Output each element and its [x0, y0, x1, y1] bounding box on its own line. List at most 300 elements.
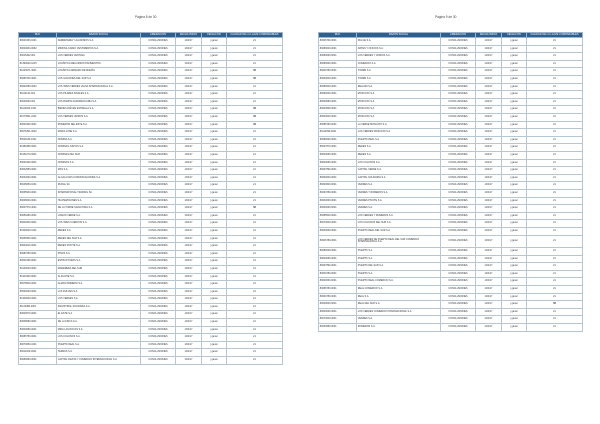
table-cell: 81102090-0001	[319, 129, 357, 137]
table-cell: j ganar	[202, 349, 227, 357]
table-row	[19, 83, 283, 91]
table-cell: 80080060-0001	[319, 248, 357, 256]
table-cell: 1/04/17	[476, 212, 502, 220]
table-cell: LOS COLONOS DEL SUR S.A.	[357, 220, 441, 228]
table-cell: 1/04/17	[476, 270, 502, 278]
table-cell: 1/04/17	[176, 288, 202, 296]
table-row	[19, 357, 283, 365]
table-row	[319, 106, 583, 114]
table-cell: REDES S.A.	[57, 227, 141, 235]
table-cell: CONCLUSIONES	[141, 76, 176, 84]
table-cell: 21	[527, 235, 583, 248]
table-cell: PUERTO REAL COMERCIO S.A.	[357, 278, 441, 286]
table-cell: j ganar	[502, 212, 527, 220]
table-row	[319, 197, 583, 205]
table-cell: 21	[227, 235, 283, 243]
table-cell: 21	[227, 91, 283, 99]
table-row	[19, 182, 283, 190]
table-cell: j ganar	[502, 270, 527, 278]
page-number-label: Página 8 de 30	[135, 15, 157, 19]
table-cell: CONCLUSIONES	[141, 83, 176, 91]
table-cell: NB	[227, 68, 283, 76]
table-cell: CONCLUSIONES	[141, 227, 176, 235]
table-row	[319, 212, 583, 220]
table-cell: j ganar	[202, 197, 227, 205]
table-cell: 21	[527, 98, 583, 106]
table-cell: j ganar	[502, 144, 527, 152]
table-cell: 80000060-0001	[319, 227, 357, 235]
table-cell: 1/04/17	[176, 205, 202, 213]
table-cell: CONCLUSIONES	[141, 319, 176, 327]
table-cell: 21	[527, 248, 583, 256]
table-cell: CONCLUSIONES	[141, 38, 176, 46]
table-cell: 21	[527, 106, 583, 114]
table-cell: CAPITAL FIESTA Y COMERCIO INTERNACIONAL S.A.	[57, 357, 141, 365]
table-cell: CONCLUSIONES	[441, 278, 476, 286]
table-cell: j ganar	[502, 68, 527, 76]
table-cell: CONCLUSIONES	[141, 68, 176, 76]
table-cell: j ganar	[502, 174, 527, 182]
table-cell: 1/04/17	[176, 68, 202, 76]
table-cell: 80056280-0001	[19, 212, 57, 220]
table-row	[319, 144, 583, 152]
table-cell: CONCLUSIONES	[441, 235, 476, 248]
table-cell: LOS VERDES UNIDOS S.A.	[57, 114, 141, 122]
table-cell: 80007890-0001	[319, 167, 357, 175]
table-cell: NB	[227, 106, 283, 114]
table-cell: 1/04/17	[476, 152, 502, 160]
table-row	[19, 91, 283, 99]
table-cell: REDES PIVOTE S.A.	[57, 243, 141, 251]
table-cell: j ganar	[202, 129, 227, 137]
table-cell: CONCLUSIONES	[441, 293, 476, 301]
table-cell: 21	[527, 197, 583, 205]
table-cell: 1/04/17	[176, 174, 202, 182]
table-cell: j ganar	[202, 334, 227, 342]
table-cell: 21	[227, 334, 283, 342]
table-cell: j ganar	[202, 227, 227, 235]
table-cell: LICEOS VERDE S.A.	[57, 212, 141, 220]
table-cell: 21	[527, 60, 583, 68]
table-row	[319, 53, 583, 61]
table-cell: 80000780-0001	[319, 68, 357, 76]
table-cell: CAPITAL VERDE S.A.	[357, 167, 441, 175]
table-cell: CONCLUSIONES	[141, 326, 176, 334]
table-cell: 1/04/17	[476, 323, 502, 331]
table-cell: 80080060-0001	[319, 60, 357, 68]
table-row	[19, 45, 283, 53]
table-cell: ROMEROS S.A.	[357, 323, 441, 331]
table-cell: CONCLUSIONES	[441, 263, 476, 271]
table-cell: DULCE S.A.	[357, 38, 441, 46]
table-cell: 80034000-0001	[19, 174, 57, 182]
table-cell: CONCLUSIONES	[441, 136, 476, 144]
table-cell: 1/04/17	[476, 83, 502, 91]
table-row	[19, 265, 283, 273]
table-cell: NB	[527, 301, 583, 309]
table-cell: PUERTO S.A.	[357, 270, 441, 278]
table-cell: 81390000-1015	[19, 60, 57, 68]
table-cell: CONCLUSIONES	[141, 303, 176, 311]
table-row	[319, 68, 583, 76]
table-cell: 80086500-0001	[319, 212, 357, 220]
table-cell: 1/04/17	[176, 250, 202, 258]
table-body	[319, 38, 583, 331]
table-cell: CONCLUSIONES	[441, 45, 476, 53]
table-cell: 21	[527, 293, 583, 301]
column-header: RAZON SOCIAL	[57, 33, 141, 38]
table-cell: j ganar	[502, 129, 527, 137]
table-cell: 80080700-3001	[19, 76, 57, 84]
table-cell: 1/04/17	[476, 45, 502, 53]
table-cell: CONCLUSIONES	[441, 189, 476, 197]
table-cell: 21	[227, 341, 283, 349]
table-cell: 1/04/17	[176, 182, 202, 190]
table-cell: CONCLUSIONES	[441, 323, 476, 331]
table-cell: COMERCIO S.A.	[357, 60, 441, 68]
table-cell: 1/04/17	[476, 286, 502, 294]
table-cell: 1/04/17	[176, 159, 202, 167]
table-cell: 80080060-0001	[319, 136, 357, 144]
table-cell: LAS DULCES S.A.	[57, 288, 141, 296]
table-cell: 21	[227, 296, 283, 304]
table-cell: 21	[527, 167, 583, 175]
table-cell: CONCLUSIONES	[141, 189, 176, 197]
table-cell: j ganar	[202, 205, 227, 213]
table-cell: 80104300-0001	[19, 273, 57, 281]
table-cell: 1/04/17	[476, 144, 502, 152]
table-cell: 21	[227, 227, 283, 235]
table-cell: 1/04/17	[176, 45, 202, 53]
table-cell: CONCLUSIONES	[141, 258, 176, 266]
table-cell: 1/04/17	[176, 60, 202, 68]
table-row	[19, 159, 283, 167]
table-cell: 80070000-0001	[319, 220, 357, 228]
table-cell: j ganar	[502, 286, 527, 294]
table-cell: LOS RAMOS AGROPECUARIA S.A.	[57, 98, 141, 106]
table-cell: NB	[227, 114, 283, 122]
table-cell: CONCLUSIONES	[141, 144, 176, 152]
table-cell: 80000000-0001	[319, 174, 357, 182]
table-cell: 1/04/17	[476, 38, 502, 46]
table-cell: j ganar	[202, 326, 227, 334]
table-cell: 80000080-0001	[319, 255, 357, 263]
table-row	[19, 303, 283, 311]
table-cell: REDES S.A.	[357, 144, 441, 152]
table-cell: j ganar	[502, 235, 527, 248]
table-row	[19, 174, 283, 182]
table-cell: 80000060-0001	[319, 197, 357, 205]
table-cell: j ganar	[202, 68, 227, 76]
table-cell: NB	[227, 76, 283, 84]
table-cell: j ganar	[202, 288, 227, 296]
table-cell: CONCLUSIONES	[141, 152, 176, 160]
table-cell: 1/04/17	[176, 235, 202, 243]
table-row	[19, 38, 283, 46]
table-cell: 21	[227, 311, 283, 319]
table-cell: NOMINAS JUNTAS S.A.	[57, 144, 141, 152]
table-cell: 21	[227, 174, 283, 182]
table-cell: 80007570-3001	[19, 205, 57, 213]
table-cell: j ganar	[202, 258, 227, 266]
table-cell: j ganar	[502, 205, 527, 213]
table-cell: CONCLUSIONES	[441, 159, 476, 167]
table-cell: 80000070-0001	[19, 311, 57, 319]
table-cell: j ganar	[502, 38, 527, 46]
table-cell: CONCLUSIONES	[441, 286, 476, 294]
table-cell: j ganar	[202, 159, 227, 167]
table-cell: 21	[527, 174, 583, 182]
table-cell: CONCLUSIONES	[441, 212, 476, 220]
table-cell: CONCLUSIONES	[141, 114, 176, 122]
table-cell: 80002000-0001	[19, 220, 57, 228]
table-cell: 21	[527, 263, 583, 271]
table-cell: CONCLUSIONES	[441, 220, 476, 228]
table-row	[19, 243, 283, 251]
table-cell: 1/04/17	[176, 273, 202, 281]
table-cell: 80000060-0001	[319, 308, 357, 316]
table-cell: 21	[227, 60, 283, 68]
table-row	[319, 152, 583, 160]
table-cell: 21	[227, 243, 283, 251]
table-cell: RURAL SA	[57, 182, 141, 190]
table-cell: j ganar	[502, 91, 527, 99]
table-cell: j ganar	[202, 220, 227, 228]
table-cell: 81102131-001	[19, 91, 57, 99]
table-cell: CONCLUSIONES	[141, 174, 176, 182]
table-cell: 80000600-0001	[319, 182, 357, 190]
table-cell: CONCLUSIONES	[441, 144, 476, 152]
table-cell: 21	[527, 205, 583, 213]
table-cell: 21	[527, 45, 583, 53]
table-cell: ALCALA MAS COMUNICACIONES S.A.	[57, 174, 141, 182]
table-cell: CONCLUSIONES	[141, 250, 176, 258]
table-cell: j ganar	[202, 45, 227, 53]
table-cell: TERRAS S.A.	[57, 349, 141, 357]
table-cell: 21	[527, 114, 583, 122]
table-cell: LOS VERDES VENTASA	[57, 53, 141, 61]
table-cell: j ganar	[502, 189, 527, 197]
table-cell: 1/04/17	[176, 189, 202, 197]
table-cell: 1/04/17	[476, 197, 502, 205]
table-cell: j ganar	[502, 255, 527, 263]
table-row	[19, 205, 283, 213]
table-cell: CONCLUSIONES	[141, 205, 176, 213]
table-cell: 80000780-0001	[319, 293, 357, 301]
table-cell: BIENES RAÍCES ESTRELLA S.A.	[57, 106, 141, 114]
table-cell: 1/04/17	[476, 60, 502, 68]
table-cell: LOS VERDES MOSCATO S.A.	[357, 129, 441, 137]
table-cell: CONCLUSIONES	[441, 76, 476, 84]
table-cell: INDUSTRIAL SOLIDARIA S.A.	[57, 303, 141, 311]
table-cell: 1/04/17	[476, 174, 502, 182]
table-cell: 21	[527, 212, 583, 220]
table-cell: ARTES Y OFICIOS S.A.	[357, 45, 441, 53]
table-row	[319, 235, 583, 248]
table-cell: CONCLUSIONES	[441, 174, 476, 182]
table-cell: TORRE S.A.	[357, 68, 441, 76]
table-cell: 80066560-0001	[19, 235, 57, 243]
table-cell: 80000780-0001	[319, 270, 357, 278]
table-cell: CONCLUSIONES	[141, 182, 176, 190]
table-cell: 80000080-0001	[319, 98, 357, 106]
table-row	[319, 286, 583, 294]
table-cell: j ganar	[202, 311, 227, 319]
table-cell: j ganar	[502, 323, 527, 331]
table-cell: 21	[527, 144, 583, 152]
table-cell: j ganar	[202, 83, 227, 91]
table-cell: 21	[227, 273, 283, 281]
table-row	[319, 293, 583, 301]
table-cell: CONCLUSIONES	[141, 136, 176, 144]
table-cell: MOSCATO S.A.	[357, 114, 441, 122]
table-cell: j ganar	[202, 152, 227, 160]
table-cell: LOGÍSTICA RECURSOS PAVIMENTOS	[57, 60, 141, 68]
table-cell: CONCLUSIONES	[141, 349, 176, 357]
table-cell: 1/04/17	[476, 189, 502, 197]
table-cell: 1/04/17	[476, 182, 502, 190]
table-cell: j ganar	[202, 319, 227, 327]
table-cell: 80086780-0001	[319, 286, 357, 294]
table-row	[19, 319, 283, 327]
table-cell: 21	[227, 281, 283, 289]
table-cell: 21	[227, 220, 283, 228]
table-row	[319, 45, 583, 53]
table-cell: CONCLUSIONES	[441, 167, 476, 175]
table-cell: CONCLUSIONES	[141, 91, 176, 99]
table-cell: j ganar	[202, 281, 227, 289]
column-header: FECHA INICIO	[476, 33, 502, 38]
table-cell: j ganar	[202, 243, 227, 251]
table-row	[319, 316, 583, 324]
table-cell: CONCLUSIONES	[141, 235, 176, 243]
table-cell: VERDES PIVOTE S.A.	[357, 197, 441, 205]
table-cell: j ganar	[202, 60, 227, 68]
table-cell: 80080000-0001	[319, 83, 357, 91]
table-cell: 21	[527, 38, 583, 46]
table-cell: 1/04/17	[176, 106, 202, 114]
table-cell: CONCLUSIONES	[141, 281, 176, 289]
table-cell: 81110080-0001	[19, 303, 57, 311]
table-cell: CONCLUSIONES	[141, 296, 176, 304]
table-cell: 21	[227, 265, 283, 273]
table-cell: CONCLUSIONES	[441, 83, 476, 91]
column-header: FECHA FIN	[202, 33, 227, 38]
table-row	[319, 248, 583, 256]
table-cell: 1/04/17	[476, 114, 502, 122]
table-cell: VERDES S.A.	[357, 182, 441, 190]
table-cell: 21	[227, 129, 283, 137]
table-row	[19, 235, 283, 243]
table-cell: CONCLUSIONES	[441, 60, 476, 68]
table-cell: j ganar	[202, 91, 227, 99]
table-cell: 21	[227, 152, 283, 160]
table-cell: 21	[527, 278, 583, 286]
table-cell: 1/04/17	[476, 263, 502, 271]
table-cell: 80000430-0001	[19, 159, 57, 167]
table-cell: j ganar	[502, 263, 527, 271]
table-cell: j ganar	[502, 76, 527, 84]
table-cell: j ganar	[202, 38, 227, 46]
table-cell: CONCLUSIONES	[141, 53, 176, 61]
table-cell: 80041180-1001	[19, 136, 57, 144]
table-cell: j ganar	[502, 152, 527, 160]
column-header: CALIDAD DE LA LLAVE COMPARABLES	[227, 33, 283, 38]
table-cell: 21	[227, 98, 283, 106]
table-cell: 21	[527, 316, 583, 324]
table-cell: 80090030-0001	[319, 91, 357, 99]
table-cell: 80080060-0001	[319, 53, 357, 61]
table-cell: CONCLUSIONES	[141, 129, 176, 137]
table-row	[19, 189, 283, 197]
table-cell: 1/04/17	[476, 136, 502, 144]
table-cell: j ganar	[502, 45, 527, 53]
table-body	[19, 38, 283, 365]
table-cell: 80080080-0001	[19, 357, 57, 365]
table-row	[19, 136, 283, 144]
table-cell: 1/04/17	[176, 76, 202, 84]
table-cell: 80008080-0001	[19, 319, 57, 327]
table-cell: 80002580-0001	[19, 167, 57, 175]
table-cell: CONCLUSIONES	[141, 220, 176, 228]
column-header: RUC	[19, 33, 57, 38]
table-row	[19, 334, 283, 342]
table-cell: 21	[527, 129, 583, 137]
table-cell: j ganar	[502, 301, 527, 309]
table-cell: 21	[227, 167, 283, 175]
table-cell: 1/04/17	[476, 308, 502, 316]
table-cell: CONCLUSIONES	[441, 68, 476, 76]
table-cell: NOMINAS S.A.	[57, 159, 141, 167]
table-cell: 1/04/17	[476, 129, 502, 137]
table-cell: j ganar	[202, 235, 227, 243]
table-cell: LOS GAVIONES DEL SUR S.A.	[57, 76, 141, 84]
table-cell: 81023071-3001	[19, 68, 57, 76]
table-cell: MIMOSA CAREY VESTIMENTAS S.A.	[57, 45, 141, 53]
table-cell: j ganar	[202, 76, 227, 84]
table-cell: MOSCATO S.A.	[357, 98, 441, 106]
table-cell: LOS VERDES Y ROMEROS S.A.	[357, 212, 441, 220]
table-cell: 1/04/17	[176, 38, 202, 46]
table-cell: 1/04/17	[476, 205, 502, 213]
table-row	[19, 121, 283, 129]
table-cell: 21	[227, 349, 283, 357]
table-cell: MARIA JOSE S.A.	[57, 129, 141, 137]
table-cell: 80000030-0001	[19, 288, 57, 296]
table-cell: ROMEROS DEL ESTE S.A.	[57, 121, 141, 129]
company-table	[18, 32, 283, 365]
table-cell: 80000034-0062	[19, 45, 57, 53]
table-cell: 1/04/17	[176, 129, 202, 137]
table-row	[319, 270, 583, 278]
table-cell: 80015402-001	[19, 53, 57, 61]
table-cell: 80076301-0002	[19, 129, 57, 137]
table-cell: CONCLUSIONES	[141, 273, 176, 281]
table-cell: j ganar	[502, 227, 527, 235]
table-cell: 80000060-0001	[319, 205, 357, 213]
table-cell: 1/04/17	[176, 53, 202, 61]
table-cell: 1/04/17	[476, 248, 502, 256]
table-cell: 80000560-0001	[319, 106, 357, 114]
table-cell: 80065930-0001	[19, 189, 57, 197]
table-cell: j ganar	[202, 303, 227, 311]
table-cell: 21	[227, 182, 283, 190]
table-cell: 21	[227, 38, 283, 46]
table-cell: 1/04/17	[476, 301, 502, 309]
table-row	[19, 129, 283, 137]
table-cell: 21	[527, 152, 583, 160]
table-cell: 1/04/17	[176, 243, 202, 251]
